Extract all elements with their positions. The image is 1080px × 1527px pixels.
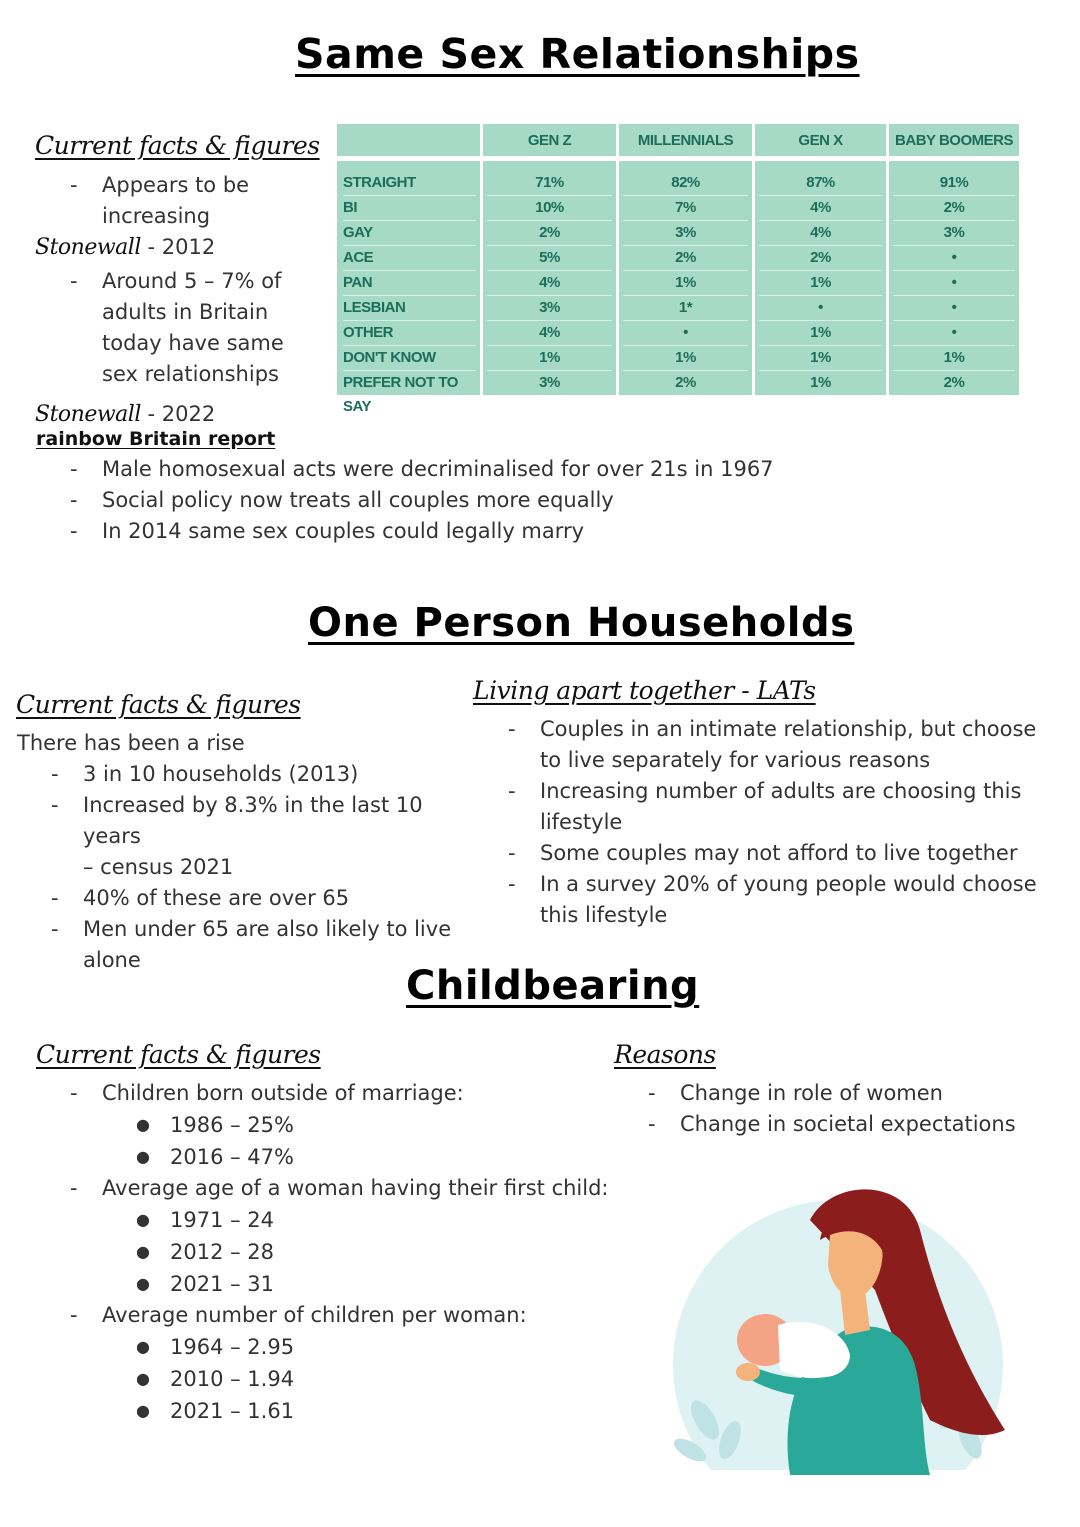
- reasons-list: [646, 1078, 1066, 1140]
- list-item: - Children born outside of marriage:: [68, 1078, 628, 1109]
- section-title-childbearing: Childbearing: [406, 963, 700, 1009]
- list-item: - Average age of a woman having their first child:: [68, 1173, 628, 1204]
- list-item: ● 2021 – 1.61: [136, 1395, 628, 1427]
- table-column-boomers: 91% 2% 3% • • • • 1% 2%: [888, 159, 1020, 396]
- table-corner: [337, 124, 482, 159]
- list-item: ● 2021 – 31: [136, 1268, 628, 1300]
- list-item: - Average number of children per woman:: [68, 1300, 628, 1331]
- list-item: - Increased by 8.3% in the last 10 years – census 2021: [49, 790, 479, 883]
- list-item: - Men under 65 are also likely to live alone: [49, 914, 479, 976]
- facts-heading-1: Current facts & figures: [35, 131, 320, 160]
- table-header: MILLENNIALS: [618, 124, 754, 159]
- list-item: ● 2010 – 1.94: [136, 1363, 628, 1395]
- list-item: - Couples in an intimate relationship, but choose to live separately for various reasons: [506, 714, 1066, 776]
- table-header: BABY BOOMERS: [888, 124, 1020, 159]
- section1-list: [68, 454, 828, 547]
- mother-baby-illustration: [660, 1180, 1010, 1475]
- list-item: - Around 5 – 7% of adults in Britain today have same sex relationships: [68, 266, 328, 390]
- table-header: GEN X: [754, 124, 888, 159]
- list-item: - Male homosexual acts were decriminalised for over 21s in 1967: [68, 454, 828, 485]
- facts-heading-3: Current facts & figures: [36, 1040, 321, 1069]
- list-item: - In 2014 same sex couples could legally marry: [68, 516, 828, 547]
- rise-intro: There has been a rise: [17, 731, 245, 755]
- generation-table: [337, 124, 1019, 415]
- section-title-same-sex: Same Sex Relationships: [295, 30, 860, 78]
- rainbow-britain-report: rainbow Britain report: [36, 428, 276, 450]
- section2-left-list: [49, 759, 479, 976]
- childbearing-facts: [68, 1078, 628, 1427]
- list-item: - Change in role of women: [646, 1078, 1066, 1109]
- list-item: - Change in societal expectations: [646, 1109, 1066, 1140]
- stonewall-2022-source: Stonewall: [35, 402, 141, 427]
- stonewall-2022-label: [35, 399, 215, 430]
- list-item: ● 2012 – 28: [136, 1236, 628, 1268]
- table-column-genx: 87% 4% 4% 2% 1% • 1% 1% 1%: [754, 159, 888, 396]
- list-item: ● 1971 – 24: [136, 1204, 628, 1236]
- list-item: ● 2016 – 47%: [136, 1141, 628, 1173]
- list-item: - In a survey 20% of young people would choose this lifestyle: [506, 869, 1066, 931]
- stonewall-2012-label: [35, 232, 215, 263]
- stonewall-2022-year: - 2022: [140, 402, 216, 426]
- table-column-millennials: 82% 7% 3% 2% 1% 1* • 1% 2%: [618, 159, 754, 396]
- list-item: - Social policy now treats all couples more equally: [68, 485, 828, 516]
- facts-list-1: [68, 170, 328, 232]
- list-item: - 3 in 10 households (2013): [49, 759, 479, 790]
- list-item: - Increasing number of adults are choosing this lifestyle: [506, 776, 1066, 838]
- table-row-labels: STRAIGHT BI GAY ACE PAN LESBIAN OTHER DON'T KNOW PREFER NOT TO SAY: [337, 159, 482, 396]
- table-column-genz: 71% 10% 2% 5% 4% 3% 4% 1% 3%: [482, 159, 618, 396]
- list-item: ● 1964 – 2.95: [136, 1331, 628, 1363]
- facts-heading-2: Current facts & figures: [16, 690, 301, 719]
- stonewall-2012-source: Stonewall: [35, 235, 141, 260]
- list-item: - Appears to be increasing: [68, 170, 328, 232]
- reasons-heading: Reasons: [614, 1040, 716, 1069]
- list-item: ● 1986 – 25%: [136, 1109, 628, 1141]
- list-item: - Some couples may not afford to live together: [506, 838, 1066, 869]
- stonewall-2012-list: [68, 266, 328, 390]
- lat-list: [506, 714, 1066, 931]
- lat-heading: Living apart together - LATs: [473, 676, 816, 705]
- list-item: - 40% of these are over 65: [49, 883, 479, 914]
- table-header: GEN Z: [482, 124, 618, 159]
- section-title-one-person: One Person Households: [308, 600, 855, 646]
- stonewall-2012-year: - 2012: [140, 235, 216, 259]
